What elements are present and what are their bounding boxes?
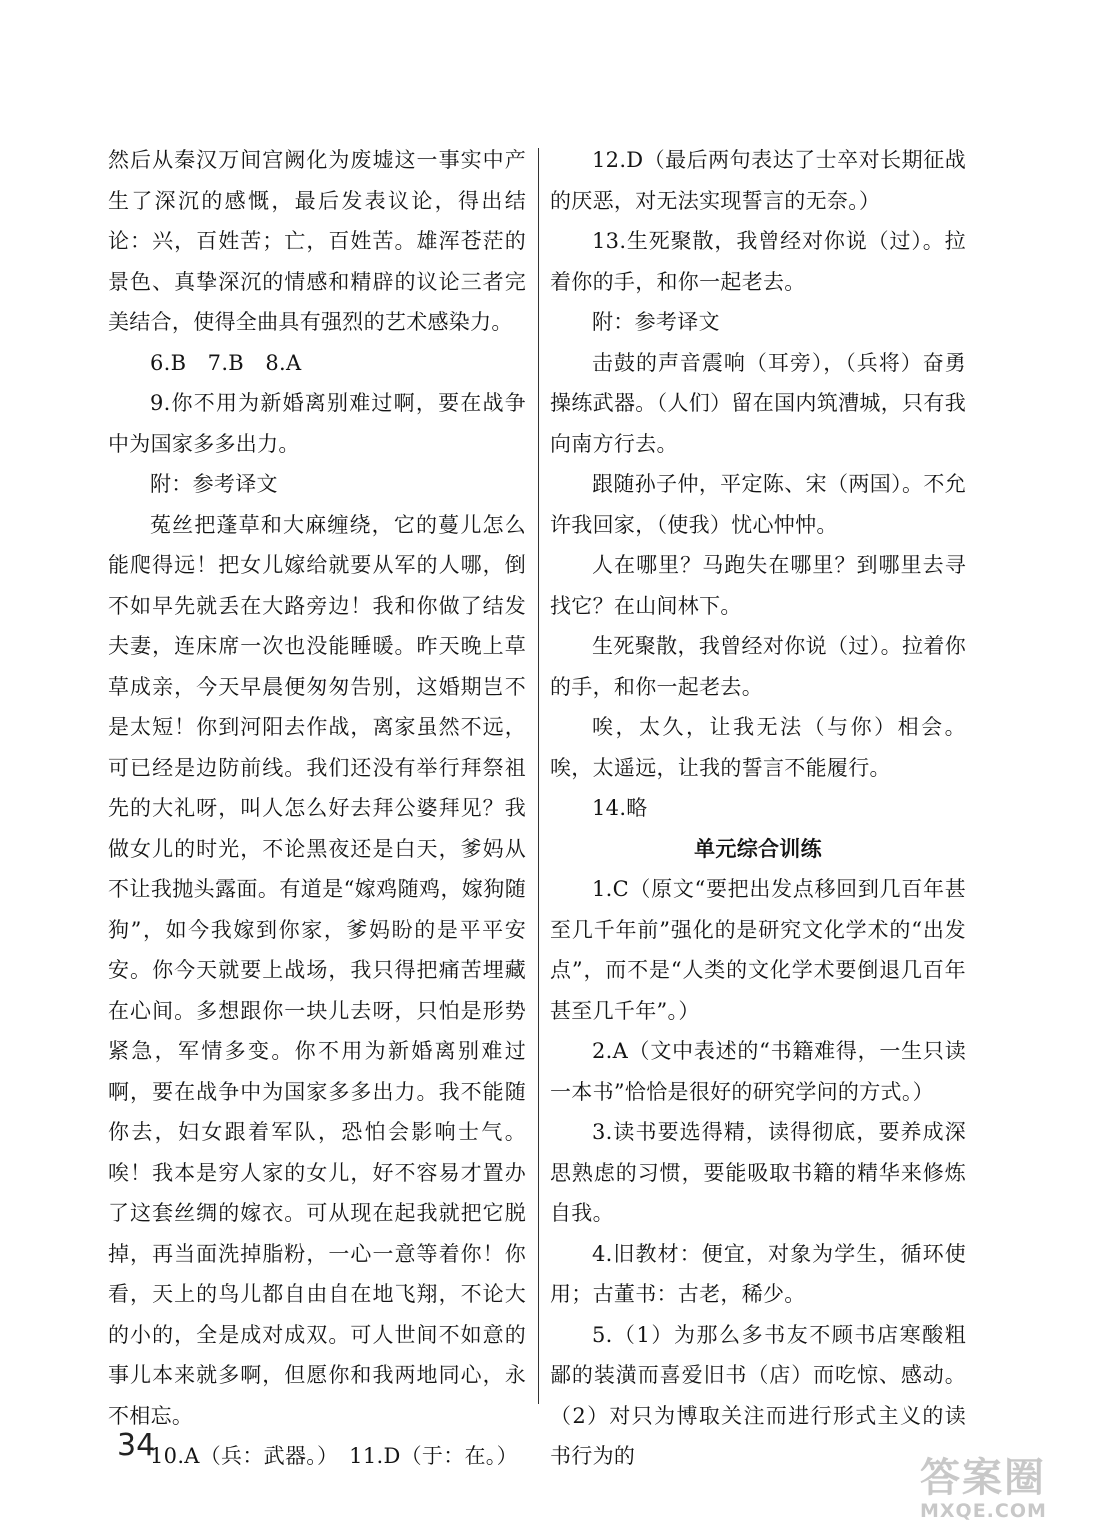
- translation-heading: 附：参考译文: [592, 310, 720, 334]
- column-divider: [538, 148, 539, 1404]
- watermark-title: 答案圈: [920, 1455, 1046, 1501]
- left-column: [108, 140, 526, 1477]
- translation-paragraph: 人在哪里？马跑失在哪里？到哪里去寻找它？在山间林下。: [550, 553, 966, 618]
- answer-9: 9.你不用为新婚离别难过啊，要在战争中为国家多多出力。: [108, 391, 526, 456]
- section-heading: 单元综合训练: [694, 835, 822, 861]
- answer-13: 13.生死聚散，我曾经对你说（过）。拉着你的手，和你一起老去。: [550, 229, 966, 294]
- answer-14: 14.略: [592, 796, 648, 820]
- answer-3: 3.读书要选得精，读得彻底，要养成深思熟虑的习惯，要能吸取书籍的精华来修炼自我。: [550, 1120, 966, 1225]
- translation-paragraph: 生死聚散，我曾经对你说（过）。拉着你的手，和你一起老去。: [550, 634, 966, 699]
- watermark-logo: [920, 1456, 1088, 1536]
- answer-10-11: 10.A（兵：武器。） 11.D（于：在。）: [150, 1444, 518, 1468]
- translation-heading: 附：参考译文: [150, 472, 278, 496]
- answer-6-8: 6.B 7.B 8.A: [150, 350, 302, 375]
- right-column: [550, 140, 966, 1477]
- page-number: 34: [117, 1428, 156, 1463]
- translation-paragraph: 菟丝把蓬草和大麻缠绕，它的蔓儿怎么能爬得远！把女儿嫁给就要从军的人哪，倒不如早先就丢在大路旁边！我和你做了结发夫妻，连床席一次也没能睡暖。昨天晚上草草成亲，今天早晨便匆匆告别，这婚期岂不是太短！你到河阳去作战，离家虽然不远，可已经是边防前线。我们还没有举行拜祭祖先的大礼呀，叫人怎么好去拜公婆拜见？我做女儿的时光，不论黑夜还是白天，爹妈从不让我抛头露面。有道是“嫁鸡随鸡，嫁狗随狗”，如今我嫁到你家，爹妈盼的是平平安安。你今天就要上战场，我只得把痛苦埋藏在心间。多想跟你一块儿去呀，只怕是形势紧急，军情多变。你不用为新婚离别难过啊，要在战争中为国家多多出力。我不能随你去，妇女跟着军队，恐怕会影响士气。唉！我本是穷人家的女儿，好不容易才置办了这套丝绸的嫁衣。可从现在起我就把它脱掉，再当面洗掉脂粉，一心一意等着你！你看，天上的鸟儿都自由自在地飞翔，不论大的小的，全是成对成双。可人世间不如意的事儿本来就多啊，但愿你和我两地同心，永不相忘。: [108, 512, 526, 1428]
- watermark-url: MXQE.COM: [920, 1500, 1047, 1522]
- answer-2: 2.A（文中表述的“书籍难得，一生只读一本书”恰恰是很好的研究学问的方式。）: [550, 1039, 966, 1104]
- translation-paragraph: 击鼓的声音震响（耳旁），（兵将）奋勇操练武器。（人们）留在国内筑漕城，只有我向南方行去。: [550, 350, 966, 456]
- translation-paragraph: 跟随孙子仲，平定陈、宋（两国）。不允许我回家，（使我）忧心忡忡。: [550, 472, 966, 537]
- answer-1: 1.C（原文“要把出发点移回到几百年甚至几千年前”强化的是研究文化学术的“出发点”，而不是“人类的文化学术要倒退几百年甚至几千年”。）: [550, 877, 966, 1023]
- answer-4: 4.旧教材：便宜，对象为学生，循环使用；古董书：古老，稀少。: [550, 1241, 966, 1306]
- paragraph: 然后从秦汉万间宫阙化为废墟这一事实中产生了深沉的感慨，最后发表议论，得出结论：兴，百姓苦；亡，百姓苦。雄浑苍茫的景色、真挚深沉的情感和精辟的议论三者完美结合，使得全曲具有强烈的艺术感染力。: [108, 148, 526, 334]
- answer-5: 5.（1）为那么多书友不顾书店寒酸粗鄙的装潢而喜爱旧书（店）而吃惊、感动。（2）对只为博取关注而进行形式主义的读书行为的: [550, 1322, 966, 1468]
- answer-12: 12.D（最后两句表达了士卒对长期征战的厌恶，对无法实现誓言的无奈。）: [550, 148, 966, 213]
- translation-paragraph: 唉，太久，让我无法（与你）相会。唉，太遥远，让我的誓言不能履行。: [550, 715, 966, 780]
